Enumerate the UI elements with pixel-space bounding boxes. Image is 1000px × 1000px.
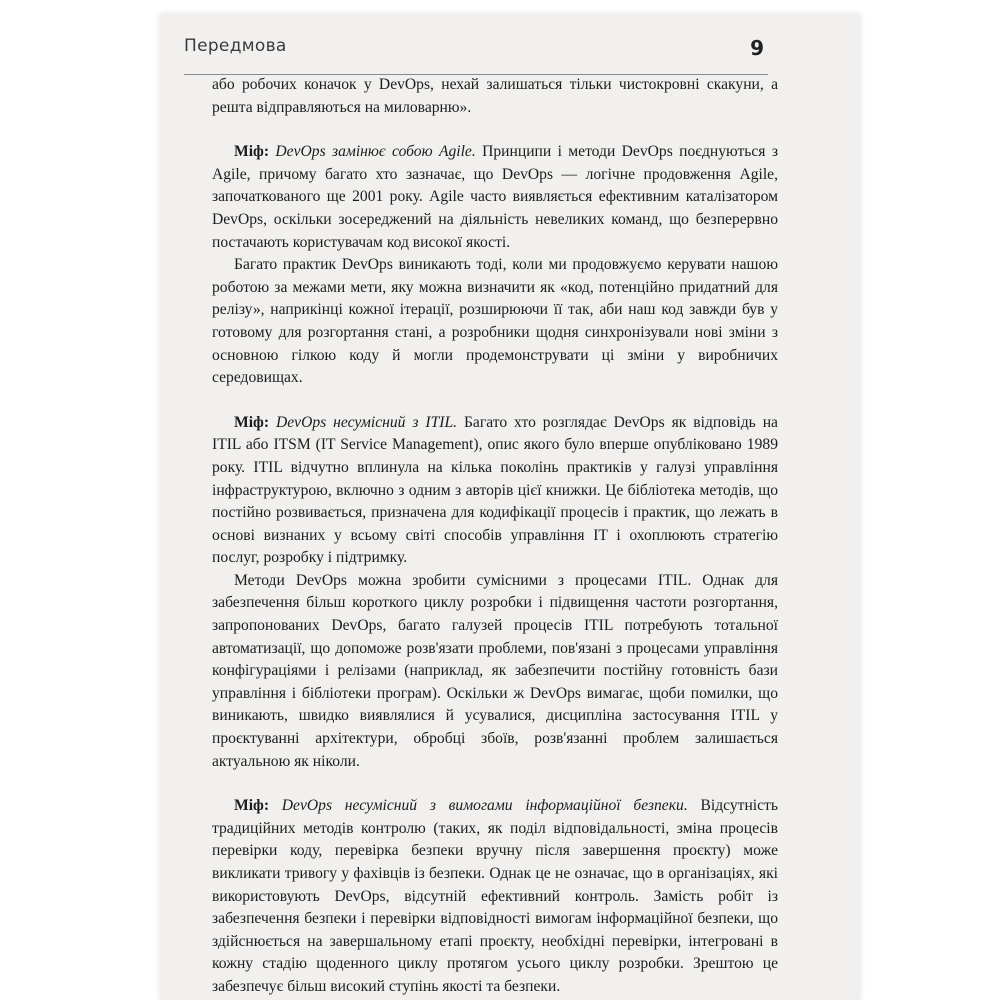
myth-title: DevOps несумісний з вимогами інформаційної безпеки. — [281, 797, 688, 815]
page-body — [212, 74, 778, 999]
myth-title: DevOps замінює собою Agile. — [275, 143, 476, 161]
paragraph — [212, 570, 778, 773]
myth-paragraph-agile — [212, 141, 778, 254]
paragraph — [212, 254, 778, 390]
myth-label: Міф: — [234, 797, 270, 815]
paragraph-text: Багато практик DevOps виникають тоді, коли ми продовжуємо керувати нашою роботою за межами мети, яку можна визначити як «код, потенційно придатний для релізу», наприкінці кожної ітерації, розширюючи її так, аби наш код завжди був у готовому для розгортання стані, а розробники щодня синхронізували нові зміни з основною гілкою коду й могли продемонструвати ці зміни у виробничих середовищах. — [212, 256, 778, 387]
myth-title: DevOps несумісний з ITIL. — [275, 413, 458, 431]
paragraph-text: Принципи і методи DevOps поєднуються з Agile, причому багато хто зазначає, що DevOps — логічне продовження Agile, започаткованого ще 2001 року. Agile часто виявляється ефективним каталізатором DevOps, оскільки зосереджений на діяльність невеликих команд, що безперервно постачають користувачам код високої якості. — [212, 143, 778, 251]
myth-paragraph-security — [212, 795, 778, 998]
paragraph-text: Відсутність традиційних методів контролю (таких, як поділ відповідальності, зміна процесів перевірки коду, перевірка безпеки вручну після завершення проєкту) може викликати тривогу у фахівців із безпеки. Однак це не означає, що в організаціях, які використовують DevOps, відсутній ефективний контроль. Замість робіт із забезпечення безпеки і перевірки відповідності вимогам інформаційної безпеки, що здійснюється на завершальному етапі проєкту, необхідні перевірки, інтегровані в кожну стадію щоденного циклу протягом усього циклу розробки. Зрештою це забезпечує більш високий ступінь якості та безпеки. — [212, 797, 778, 995]
paragraph-text: або робочих коначок у DevOps, нехай залишаться тільки чистокровні скакуни, а решта відправляються на миловарню». — [212, 76, 778, 116]
myth-label: Міф: — [234, 413, 270, 431]
myth-paragraph-itil — [212, 412, 778, 570]
paragraph-continuation — [212, 74, 778, 119]
paragraph-text: Багато хто розглядає DevOps як відповідь на ITIL або ITSM (IT Service Management), опис якого було вперше опубліковано 1989 року. ITIL відчутно вплинула на кілька поколінь практиків у галузі управління інфраструктурою, включно з одним з авторів цієї книжки. Це бібліотека методів, що постійно розвивається, призначена для кодифікації процесів і практик, що лежать в основі визнаних у всьому світі способів управління IT і охоплюють стратегію послуг, розробку і підтримку. — [212, 413, 778, 567]
paragraph-text: Методи DevOps можна зробити сумісними з процесами ITIL. Однак для забезпечення більш короткого циклу розробки і підвищення частоти розгортання, запропонованих DevOps, багато галузей процесів ITIL потребують тотальної автоматизації, що допоможе розв'язати проблеми, пов'язані з процесами управління конфігураціями і релізами (наприклад, як забезпечити постійну готовність бази управління і бібліотеки програм). Оскільки ж DevOps вимагає, щоби помилки, що виникають, швидко виявлялися й усувалися, дисципліна застосування ITIL у проєктуванні архітектури, обробці збоїв, розв'язанні проблем залишається актуальною як ніколи. — [212, 571, 778, 770]
page-number: 9 — [750, 36, 764, 60]
myth-label: Міф: — [234, 143, 270, 161]
running-head: Передмова — [184, 36, 287, 56]
book-page — [160, 14, 860, 1000]
